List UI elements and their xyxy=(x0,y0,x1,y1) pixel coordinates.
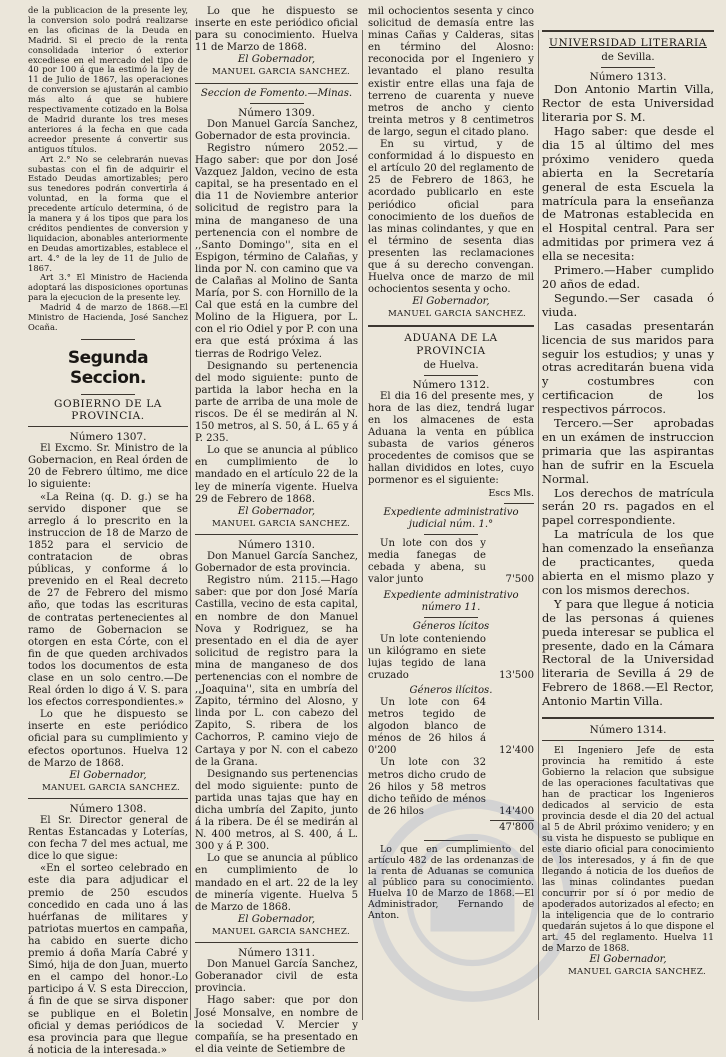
divider xyxy=(542,717,714,719)
divider xyxy=(424,617,478,618)
currency-header: Escs Mls. xyxy=(488,487,534,499)
divider xyxy=(424,375,478,376)
divider xyxy=(81,394,135,395)
notice-1313-req-3: Tercero.—Ser aprobadas en un exámen de instruccion primaria que las aspirantas han de sufrir en la Escuela Normal. xyxy=(542,416,714,486)
notice-1309-closing: Lo que se anuncia al público en cumplimiento de lo mandado en el artículo 22 de la ley de minería vigente. Huelva 29 de Febrero de 1868. xyxy=(195,445,358,505)
divider xyxy=(81,339,135,340)
notice-1311-text: Hago saber: que por don José Monsalve, en nombre de la sociedad V. Mercier y compañía, se ha presentado en el dia veinte de Setiembre de xyxy=(195,995,358,1055)
divider xyxy=(424,840,478,841)
notice-1310-designation: Designando sus pertenencias del modo siguiente: punto de partida unas tajas que hay en dicha umbría del Zapito, junto á la ribera. De él se medirán al N. 400 metros, al S. 400, á L. 300 y á P. 300. xyxy=(195,768,358,853)
signature-name: MANUEL GARCIA SANCHEZ. xyxy=(211,926,350,937)
signature-title: El Gobernador, xyxy=(237,913,316,925)
lot-description: Un lote con 64 metros tegido de algodon blanco de ménos de 26 hilos á 0'200 xyxy=(368,696,486,757)
notice-1309-header: Don Manuel García Sanchez, Gobernador de esta provincia. xyxy=(195,118,358,142)
notice-number: Número 1309. xyxy=(238,106,315,119)
aduana-closing: Lo que en cumplimiento del artículo 482 de las ordenanzas de la renta de Aduanas se comunica al público para su conocimiento. Huelva 10 de Marzo de 1868.—El Administrador, Fernando de Anton. xyxy=(368,844,534,921)
notice-1309-registry: Registro número 2052.—Hago saber: que por don José Vazquez Jaldon, vecino de esta capital, se ha presentado en el dia 11 de Noviembre anterior solicitud de registro para la mina de manganeso de una pertenencia con el nombre de ,,Santo Domingo'', sita en el Espigon, término de Calañas, y linda por N. con camino que va de Calañas al Molino de Santa María, por S. con Hornillo de la Cal que está en la cumbre del Molino de la Higuera, por L. con el rio Odiel y por P. con una era que está próxima á las tierras de Rodrigo Velez. xyxy=(195,142,358,360)
notice-1307-intro: El Excmo. Sr. Ministro de la Gobernacion, en Real órden de 20 de Febrero último, me dice lo siguiente: xyxy=(28,443,188,491)
notice-1310-closing: Lo que se anuncia al público en cumplimiento de lo mandado en el art. 22 de la ley de minería vigente. Huelva 5 de Marzo de 1868. xyxy=(195,853,358,913)
divider xyxy=(250,103,304,104)
notice-1313-closing: Y para que llegue á noticia de las personas á quienes pueda interesar se publica el presente, dado en la Cámara Rectoral de la Universidad literaria de Sevilla á 29 de Febrero de 1868.—El Rector, Antonio Martin Villa. xyxy=(542,596,714,709)
column-rule xyxy=(190,30,191,1020)
law-text: de la publicacion de la presente ley, la conversion solo podrá realizarse en las oficinas de la Deuda en Madrid. Si el precio de la renta consolidada interior ó exterior excediese en el mercado del tipo de 40 por 100 á que la estimó la ley de 11 de Julio de 1867, las operaciones de conversion se ajustarán al cambio más alto á que se hubiere respectivamente cotizado en la Bolsa de Madrid durante los tres meses anteriores á la fecha en que cada acreedor presente á convertir sus antiguos títulos. xyxy=(28,5,188,154)
column-1 xyxy=(28,6,188,1057)
notice-1313-married: Las casadas presentarán licencia de sus maridos para seguir los estudios; y unas y otras acreditarán buena vida y costumbres con certificacion de los respectivos párrocos. xyxy=(542,318,714,417)
university-subtitle: de Sevilla. xyxy=(601,52,655,64)
total-value: 47'800 xyxy=(499,821,534,833)
fomento-header: Seccion de Fomento.—Minas. xyxy=(200,87,353,99)
notice-1310-registry: Registro núm. 2115.—Hago saber: que por don José María Castilla, vecino de esta capital, en nombre de don Manuel Nova y Rodriguez, se ha presentado en el dia de ayer solicitud de registro para la mina de manganeso de dos pertenencias con el nombre de ,,Joaquina'', sita en umbría del Zapito, término del Alosno, y linda por L. con cabezo del Zapito, S. ribera de los Cachorros, P. camino viejo de Cartaya y por N. con el cabezo de la Grana. xyxy=(195,575,358,768)
notice-1312-text: El dia 16 del presente mes, y hora de las diez, tendrá lugar en los almacenes de esta Aduana la venta en pública subasta de varios géneros procedentes de comisos que se hallan divididos en lotes, cuyo pormenor es el siguiente: xyxy=(368,390,534,487)
signature-title: El Gobernador, xyxy=(69,769,147,781)
expediente-2-title: Expediente administrativo número 11. xyxy=(383,590,519,614)
notice-number: Número 1308. xyxy=(69,802,147,815)
signature-name: MANUEL GARCIA SANCHEZ. xyxy=(41,782,180,793)
lot-description: Un lote conteniendo un kilógramo en siete lujas tegido de lana cruzado xyxy=(368,633,486,681)
notice-1307-order: «La Reina (q. D. g.) se ha servido disponer que se arreglo á lo prescrito en la instruccion de 18 de Marzo de 1852 para el servicio de contratacion de obras públicas, y conforme á lo prevenido en el Real decreto de 27 de Febrero del mismo año, que todas las escrituras de contratas pertenecientes al ramo de Gobernacion se otorgen en esta Córte, con el fin de que queden archivados todos los documentos de esta clase en un solo centro.—De Real órden lo digo á V. S. para los efectos correspondientes.» xyxy=(28,491,188,709)
notice-number: Número 1310. xyxy=(238,538,315,551)
lot-description: Un lote con 32 metros dicho crudo de 26 hilos y 58 metros dicho teñido de ménos de 26 hilos xyxy=(368,757,486,817)
continued-notice-closing: En su virtud, y de conformidad á lo dispuesto en el artículo 20 del reglamento de 25 de Febrero de 1863, he acordado publicarlo en este periódico oficial para conocimiento de los dueños de las minas colindantes, y que en el término de sesenta dias presenten las reclamaciones que á su derecho convengan. Huelva once de marzo de mil ochocientos sesenta y ocho. xyxy=(368,139,534,296)
divider xyxy=(504,503,534,504)
column-rule xyxy=(538,30,539,1020)
divider xyxy=(601,67,655,68)
divider xyxy=(424,534,478,535)
lot-description: Un lote con dos y media fanegas de cebada y abena, su valor junto xyxy=(368,537,486,586)
notice-number: Número 1314. xyxy=(589,724,667,737)
gobierno-header: GOBIERNO DE LA PROVINCIA. xyxy=(54,397,162,422)
article-2: Art 2.° No se celebrarán nuevas subastas con el fin de adquirir el Estado Deudas amortizables; pero sus tenedores podrán convertirla á voluntad, en la forma que el precedente artículo determina, ó de la manera y á los tipos que para los créditos pendientes de conversion y liquidacion, abonables anteriormente en Deudas amortizables, establece el art. 4.° de la ley de 11 de Julio de 1867. xyxy=(28,153,188,273)
signature-title: El Gobernador, xyxy=(237,54,316,66)
lot-row xyxy=(368,757,534,817)
notice-1308-text: «En el sorteo celebrado en este dia para adjudicar el premio de 250 escudos concedido en cada uno á las huérfanas de militares y patriotas muertos en campaña, ha cabido en suerte dicho premio á doña María Cabré y Simó, hija de don Juan, muerto en el campo del honor.-Lo participo á V. S esta Direccion, á fin de que se sirva disponer se publique en el Boletin oficial y demas periódicos de esa provincia para que llegue á noticia de la interesada.» xyxy=(28,863,188,1056)
signature-title: El Gobernador, xyxy=(237,505,316,517)
signature-name: MANUEL GARCIA SANCHEZ. xyxy=(211,518,350,529)
notice-1313-req-2: Segundo.—Ser casada ó viuda. xyxy=(542,290,714,319)
lot-row xyxy=(368,538,534,586)
continued-notice: mil ochocientos sesenta y cinco solicitud de demasía entre las minas Cañas y Calderas, sitas en término del Alosno: reconocida por el Ingeniero y levantado el plano resulta existir entre ellas una faja de terreno de cuarenta y nueve metros de ancho y ciento treinta metros y 8 centimetros de largo, segun el citado plano. xyxy=(368,6,534,138)
ilicitos-title: Géneros ilícitos. xyxy=(409,684,493,696)
notice-1309-designation: Designando su pertenencia del modo siguiente: punto de partida la labor hecha en la parte de arriba de una mole de riscos. De él se medirán al N. 150 metros, al S. 50, á L. 65 y á P. 235. xyxy=(195,360,358,445)
notice-number: Número 1307. xyxy=(69,431,147,444)
signature-title: El Gobernador, xyxy=(589,954,667,966)
notice-1310-header: Don Manuel García Sanchez, Gobernador de esta provincia. xyxy=(195,551,358,575)
top-notice: Lo que he dispuesto se inserte en este periódico oficial para su conocimiento. Huelva 11 de Marzo de 1868. xyxy=(195,6,358,54)
licitos-title: Géneros lícitos xyxy=(412,621,490,633)
signature-title: El Gobernador, xyxy=(412,296,490,308)
notice-number: Número 1313. xyxy=(589,71,667,84)
signature-name: MANUEL GARCIA SANCHEZ. xyxy=(211,67,350,78)
divider xyxy=(195,942,358,943)
divider xyxy=(28,798,188,799)
lot-row xyxy=(368,697,534,757)
signature-name: MANUEL GARCIA SANCHEZ. xyxy=(387,309,526,320)
notice-1313-practicantes: La matrícula de los que han comenzado la enseñanza de practicantes, queda abierta en el mismo plazo y con los mismos derechos. xyxy=(542,527,714,597)
aduana-title: ADUANA DE LA PROVINCIA xyxy=(404,332,498,357)
lot-value: 7'500 xyxy=(505,574,534,586)
signature-name: MANUEL GARCIA SANCHEZ. xyxy=(567,967,706,978)
notice-1311-header: Don Manuel García Sanchez, Goberanador civil de esta provincia. xyxy=(195,959,358,995)
lot-value: 12'400 xyxy=(499,745,534,757)
divider xyxy=(368,325,534,327)
expediente-1-title: Expediente administrativo judicial núm. 1.° xyxy=(383,506,519,530)
divider xyxy=(195,83,358,84)
divider xyxy=(542,30,714,32)
column-rule xyxy=(362,30,363,1020)
section-title: Segunda Seccion. xyxy=(67,347,149,388)
notice-1313-header: Don Antonio Martin Villa, Rector de esta Universidad literaria por S. M. xyxy=(542,82,714,125)
divider xyxy=(28,426,188,427)
notice-1313-req-1: Primero.—Haber cumplido 20 años de edad. xyxy=(542,263,714,291)
column-3 xyxy=(368,6,534,921)
aduana-subtitle: de Huelva. xyxy=(423,359,479,371)
lot-row xyxy=(368,634,534,682)
article-3: Art 3.° El Ministro de Hacienda adoptará las disposiciones oportunas para la ejecucion de la presente ley. xyxy=(28,272,188,303)
notice-number: Número 1311. xyxy=(238,947,315,960)
notice-1308-intro: El Sr. Director general de Rentas Estancadas y Loterías, con fecha 7 del mes actual, me dice lo que sigue: xyxy=(28,815,188,863)
lot-value: 13'500 xyxy=(499,669,534,681)
university-title: UNIVERSIDAD LITERARIA xyxy=(549,37,707,49)
divider xyxy=(195,534,358,535)
notice-1314-text: El Ingeniero Jefe de esta provincia ha remitido á este Gobierno la relacion que subsigue de las operaciones facultativas que han de practicar los Ingenieros dedicados al servicio de esta provincia desde el dia 20 del actual al 5 de Abril próximo venidero; y en su vista he dispuesto se publique en este diario oficial para conocimiento de los interesados, y á fin de que llegando á noticia de los dueños de las minas colindantes puedan concurrir por sí ó por medio de apoderados autorizados al efecto; en la inteligencia que de lo contrario quedarán sujetos á lo que dispone el art. 45 del reglamento. Huelva 11 de Marzo de 1868. xyxy=(542,745,714,955)
law-date-signature: Madrid 4 de marzo de 1868.—El Ministro de Hacienda, José Sanchez Ocaña. xyxy=(28,302,188,332)
divider xyxy=(542,740,714,741)
notice-1313-fees: Los derechos de matrícula serán 20 rs. pagados en el papel correspondiente. xyxy=(542,485,714,528)
notice-1313-text: Hago saber: que desde el dia 15 al último del mes próximo venidero queda abierta en la Secretaría general de esta Escuela la matrícula para la enseñanza de Matronas establecida en el Hospital central. Para ser admitidas por primera vez á ella se necesita: xyxy=(542,124,714,264)
notice-number: Número 1312. xyxy=(412,378,490,391)
lot-value: 14'400 xyxy=(499,805,534,817)
column-4 xyxy=(542,6,714,978)
notice-1307-closing: Lo que he dispuesto se inserte en este periódico oficial para su cumplimiento y efectos oportunos. Huelva 12 de Marzo de 1868. xyxy=(28,709,188,769)
divider xyxy=(490,820,534,821)
column-2 xyxy=(195,6,358,1056)
